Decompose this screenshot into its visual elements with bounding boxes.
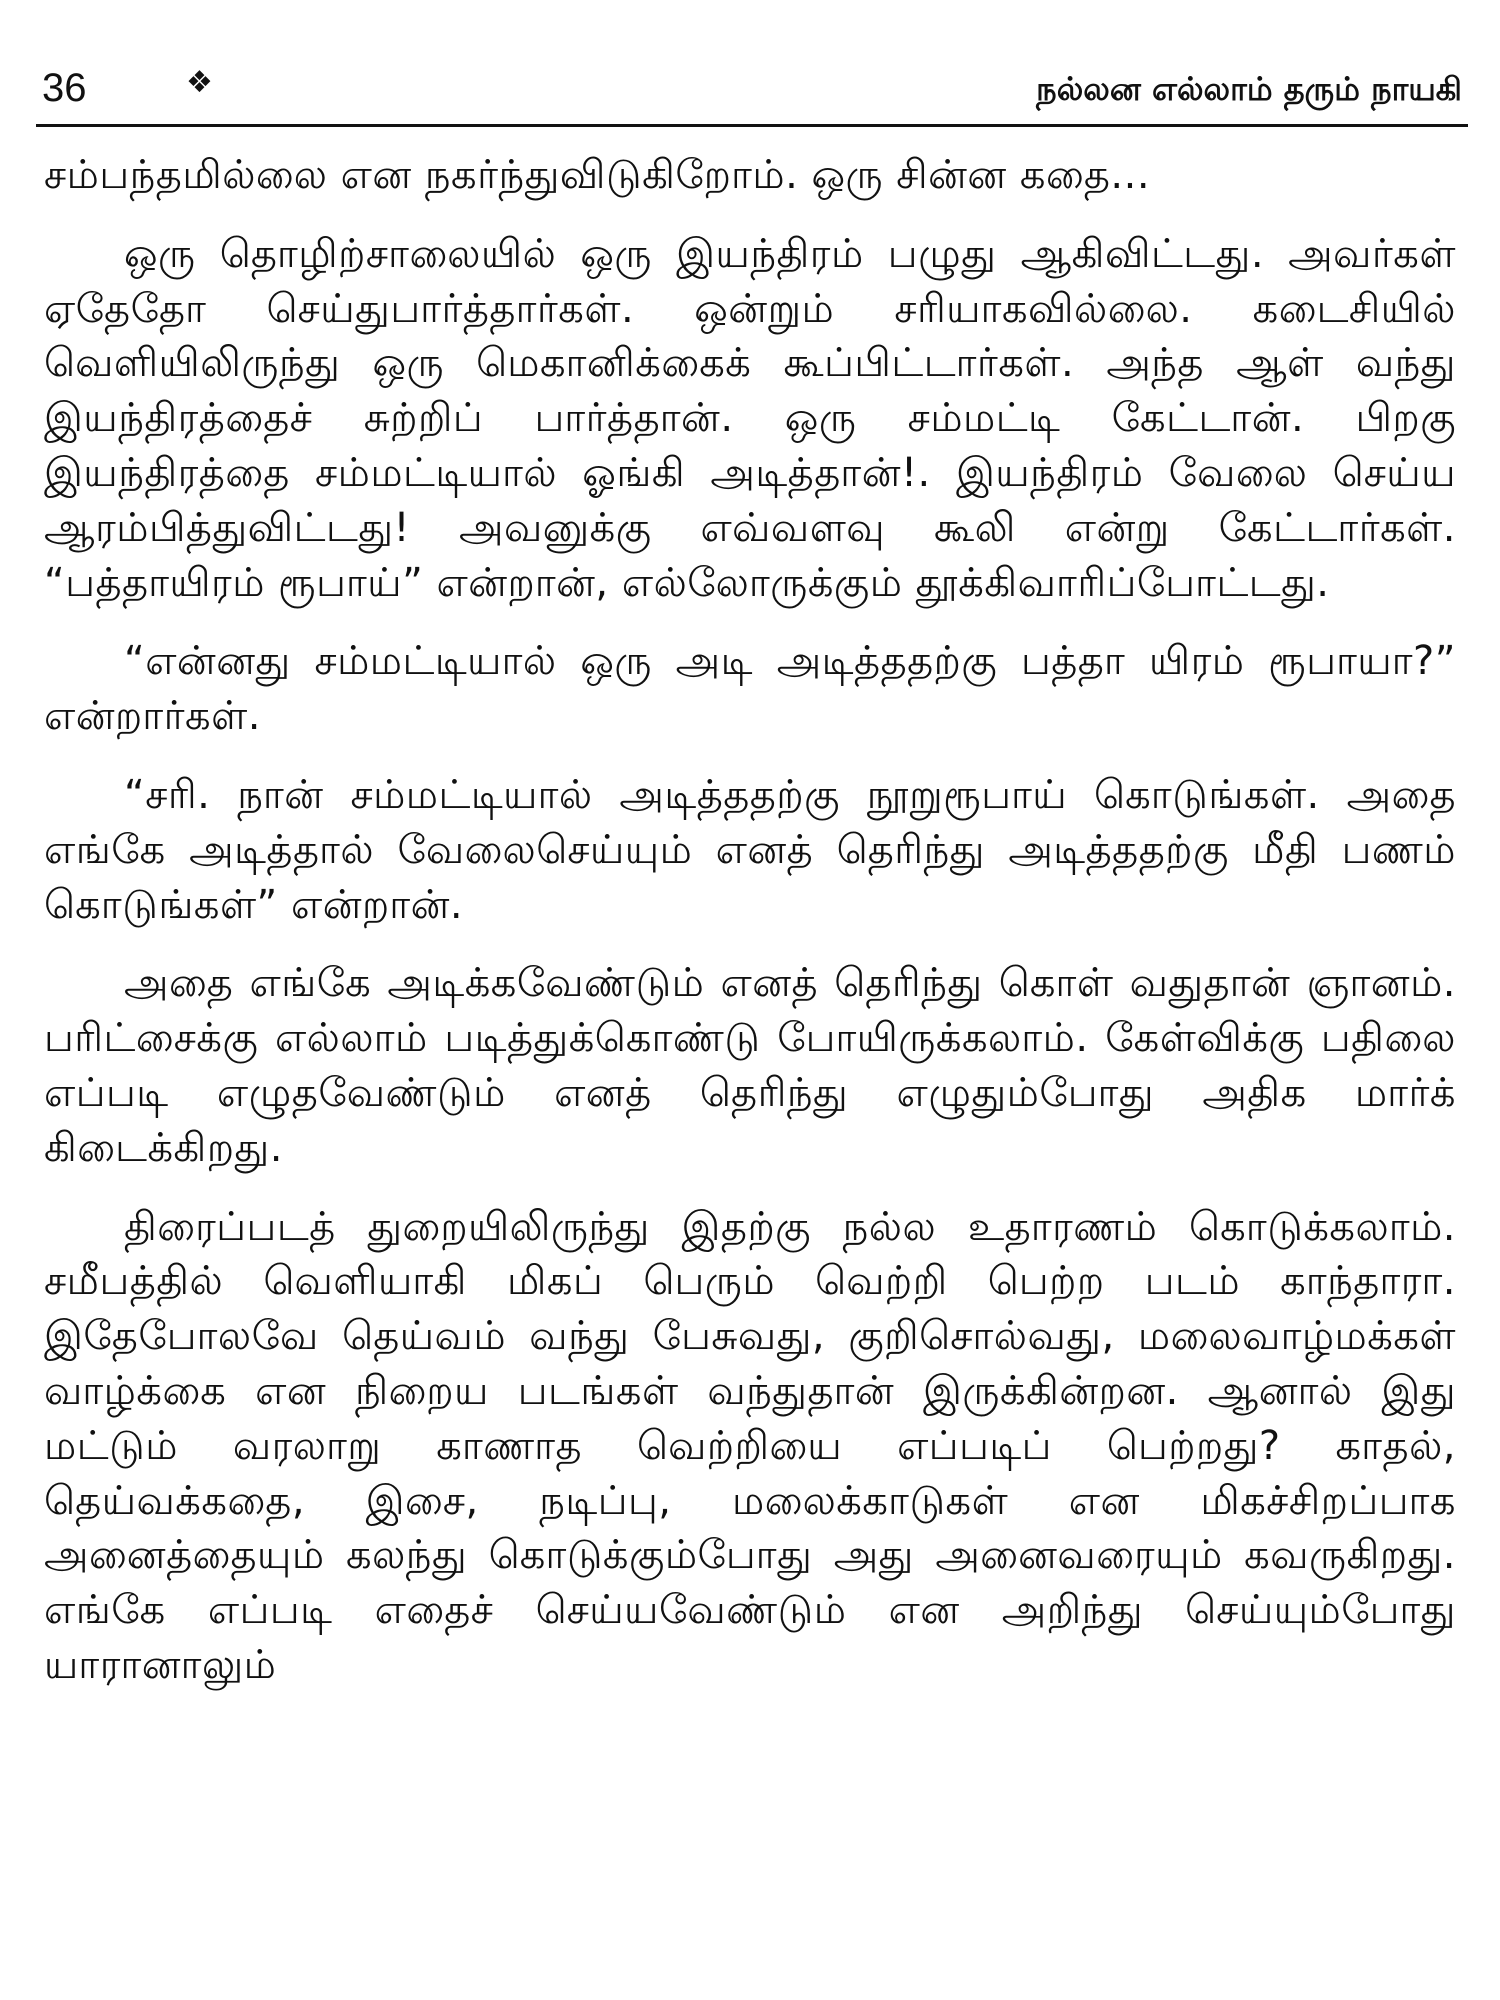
paragraph: ஒரு தொழிற்சாலையில் ஒரு இயந்திரம் பழுது ஆகிவிட்டது. அவர்கள் ஏதேதோ செய்துபார்த்தார்கள். ஒன்றும் சரியாகவில்லை. கடைசியில் வெளியிலிருந்து ஒரு மெகானிக்கைக் கூப்பிட்டார்கள். அந்த ஆள் வந்து இயந்திரத்தைச் சுற்றிப் பார்த்தான். ஒரு சம்மட்டி கேட்டான். பிறகு இயந்திரத்தை சம்மட்டியால் ஓங்கி அடித்தான்!. இயந்திரம் வேலை செய்ய ஆரம்பித்துவிட்டது! அவனுக்கு எவ்வளவு கூலி என்று கேட்டார்கள். “பத்தாயிரம் ரூபாய்” என்றான், எல்லோருக்கும் தூக்கிவாரிப்போட்டது. — [44, 230, 1456, 606]
paragraph: “சரி. நான் சம்மட்டியால் அடித்ததற்கு நூறுரூபாய் கொடுங்கள். அதை எங்கே அடித்தால் வேலைசெய்யும் எனத் தெரிந்து அடித்ததற்கு மீதி பணம் கொடுங்கள்” என்றான். — [44, 771, 1456, 928]
paragraph: திரைப்படத் துறையிலிருந்து இதற்கு நல்ல உதாரணம் கொடுக்கலாம். சமீபத்தில் வெளியாகி மிகப் பெரும் வெற்றி பெற்ற படம் காந்தாரா. இதேபோலவே தெய்வம் வந்து பேசுவது, குறிசொல்வது, மலைவாழ்மக்கள் வாழ்க்கை என நிறைய படங்கள் வந்துதான் இருக்கின்றன. ஆனால் இது மட்டும் வரலாறு காணாத வெற்றியை எப்படிப் பெற்றது? காதல், தெய்வக்கதை, இசை, நடிப்பு, மலைக்காடுகள் என மிகச்சிறப்பாக அனைத்தையும் கலந்து கொடுக்கும்போது அது அனைவரையும் கவருகிறது. எங்கே எப்படி எதைச் செய்யவேண்டும் என அறிந்து செய்யும்போது யாரானாலும் — [44, 1203, 1456, 1688]
running-title: நல்லன எல்லாம் தரும் நாயகி — [1036, 70, 1462, 108]
page-header — [36, 62, 1468, 127]
paragraph: “என்னது சம்மட்டியால் ஒரு அடி அடித்ததற்கு பத்தா யிரம் ரூபாயா?” என்றார்கள். — [44, 638, 1456, 740]
page-number: 36 — [42, 66, 87, 110]
body-text — [44, 148, 1456, 1693]
ornament-icon: ❖ — [186, 65, 213, 100]
paragraph: சம்பந்தமில்லை என நகர்ந்துவிடுகிறோம். ஒரு சின்ன கதை... — [44, 152, 1151, 198]
paragraph: அதை எங்கே அடிக்கவேண்டும் எனத் தெரிந்து கொள் வதுதான் ஞானம். பரிட்சைக்கு எல்லாம் படித்துக்கொண்டு போயிருக்கலாம். கேள்விக்கு பதிலை எப்படி எழுதவேண்டும் எனத் தெரிந்து எழுதும்போது அதிக மார்க் கிடைக்கிறது. — [44, 960, 1456, 1171]
